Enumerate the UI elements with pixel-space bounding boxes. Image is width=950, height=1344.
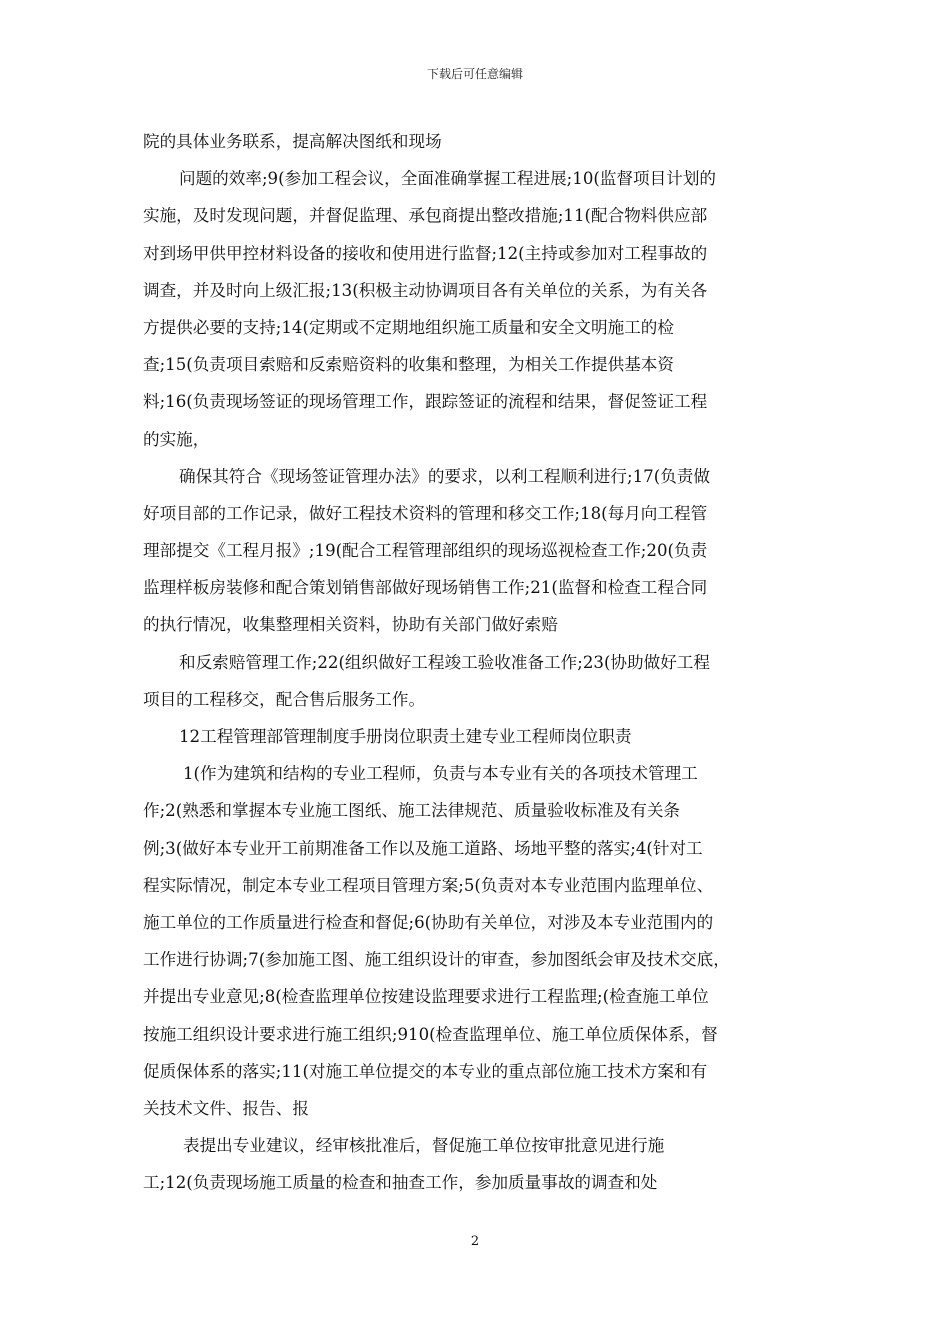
- text-line: 关技术文件、报告、报: [143, 1098, 309, 1118]
- text-line: 施工单位的工作质量进行检查和督促;6(协助有关单位，对涉及本专业范围内的: [143, 912, 714, 932]
- text-line: 促质保体系的落实;11(对施工单位提交的本专业的重点部位施工技术方案和有: [143, 1061, 708, 1081]
- text-line: 的实施，: [143, 429, 210, 449]
- text-line: 方提供必要的支持;14(定期或不定期地组织施工质量和安全文明施工的检: [143, 317, 674, 337]
- text-line: 理部提交《工程月报》;19(配合工程管理部组织的现场巡视检查工作;20(负责: [143, 541, 708, 561]
- page-number: 2: [470, 1234, 480, 1249]
- text-line: 项目的工程移交，配合售后服务工作。: [143, 689, 426, 709]
- text-line: 按施工组织设计要求进行施工组织;910(检查监理单位、施工单位质保体系，督: [143, 1024, 718, 1044]
- text-line: 监理样板房装修和配合策划销售部做好现场销售工作;21(监督和检查工程合同: [143, 578, 708, 598]
- text-line: 院的具体业务联系，提高解决图纸和现场: [143, 132, 442, 151]
- text-line: 的执行情况，收集整理相关资料，协助有关部门做好索赔: [143, 615, 558, 635]
- text-line: 确保其符合《现场签证管理办法》的要求，以利工程顺利进行;17(负责做: [179, 466, 710, 486]
- text-line: 例;3(做好本专业开工前期准备工作以及施工道路、场地平整的落实;4(针对工: [143, 838, 703, 858]
- text-line: 作;2(熟悉和掌握本专业施工图纸、施工法律规范、质量验收标准及有关条: [143, 801, 681, 821]
- text-line: 并提出专业意见;8(检查监理单位按建设监理要求进行工程监理;(检查施工单位: [143, 987, 709, 1007]
- text-line: 调查，并及时向上级汇报;13(积极主动协调项目各有关单位的关系，为有关各: [143, 280, 708, 300]
- text-line: 好项目部的工作记录，做好工程技术资料的管理和移交工作;18(每月向工程管: [143, 503, 708, 523]
- text-line: 查;15(负责项目索赔和反索赔资料的收集和整理，为相关工作提供基本资: [143, 355, 674, 375]
- text-line: 1(作为建筑和结构的专业工程师，负责与本专业有关的各项技术管理工: [183, 764, 698, 784]
- text-line: 和反索赔管理工作;22(组织做好工程竣工验收准备工作;23(协助做好工程: [179, 652, 710, 672]
- text-line: 实施，及时发现问题，并督促监理、承包商提出整改措施;11(配合物料供应部: [143, 206, 708, 226]
- text-line: 程实际情况，制定本专业工程项目管理方案;5(负责对本专业范围内监理单位、: [143, 875, 714, 895]
- text-line: 问题的效率;9(参加工程会议，全面准确掌握工程进展;10(监督项目计划的: [179, 169, 717, 189]
- text-line: 对到场甲供甲控材料设备的接收和使用进行监督;12(主持或参加对工程事故的: [143, 243, 708, 263]
- text-line: 表提出专业建议，经审核批准后，督促施工单位按审批意见进行施: [183, 1136, 665, 1156]
- text-line: 料;16(负责现场签证的现场管理工作，跟踪签证的流程和结果，督促签证工程: [143, 392, 708, 412]
- section-heading: 12工程管理部管理制度手册岗位职责土建专业工程师岗位职责: [179, 727, 632, 746]
- document-body: [143, 123, 808, 1201]
- page-header: 下载后可任意编辑: [426, 67, 523, 81]
- text-line: 工作进行协调;7(参加施工图、施工组织设计的审查，参加图纸会审及技术交底，: [143, 950, 730, 970]
- text-line: 工;12(负责现场施工质量的检查和抽查工作，参加质量事故的调查和处: [143, 1173, 658, 1193]
